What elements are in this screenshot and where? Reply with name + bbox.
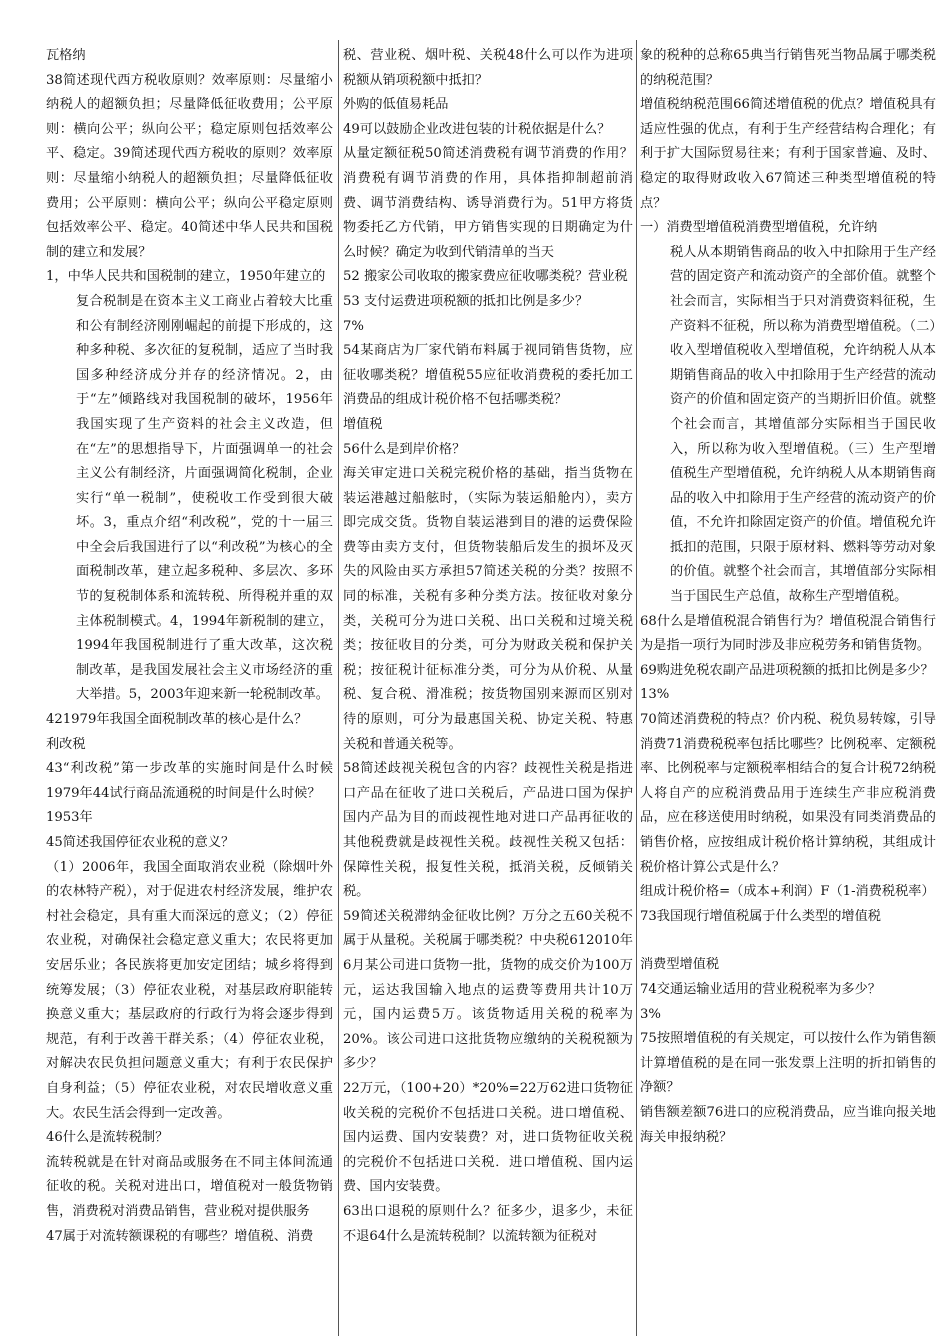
paragraph: 从量定额征税50简述消费税有调节消费的作用？消费税有调节消费的作用，具体指抑制超前消费、调节消费结构、诱导消费行为。51甲方将货物委托乙方代销，甲方销售实现的日期确定为什么时候？确定为收到代销清单的当天 (343, 146, 633, 260)
paragraph: 69购进免税农副产品进项税额的抵扣比例是多少？ (640, 662, 934, 678)
paragraph: 13% (640, 687, 670, 703)
paragraph: 3% (640, 1006, 661, 1022)
paragraph: 税人从本期销售商品的收入中扣除用于生产经营的固定资产和流动资产的全部价值。就整个社会而言，实际相当于只对消费资料征税，生产资料不征税，所以称为消费型增值税。（二）收入型增值税收入型增值税，允许纳税人从本期销售商品的收入中扣除用于生产经营的流动资产的价值和固定资产的当期折旧价值。就整个社会而言，其增值部分实际相当于国民收入，所以称为收入型增值税。（三）生产型增值税生产型增值税，允许纳税人从本期销售商品的收入中扣除用于生产经营的流动资产的价值，不允许扣除固定资产的价值。增值税允许抵扣的范围，只限于原材料、燃料等劳动对象的价值。就整个社会而言，其增值部分实际相当于国民生产总值，故称生产型增值税。 (670, 244, 936, 605)
paragraph: 45简述我国停征农业税的意义？ (46, 835, 235, 850)
paragraph: 利改税 (46, 736, 86, 752)
text-column-3 (640, 44, 936, 1334)
paragraph: 421979年我国全面税制改革的核心是什么？ (46, 712, 308, 728)
paragraph: 63出口退税的原则什么？征多少，退多少，未征不退64什么是流转税制？以流转额为征税对 (343, 1203, 633, 1244)
paragraph: 58简述歧视关税包含的内容？歧视性关税是指进口产品在征收了进口关税后，产品进口国为保护国内产品为目的而歧视性地对进口产品再征收的其他税费就是歧视性关税。歧视性关税又包括：保障性关税，报复性关税，抵消关税，反倾销关税。 (343, 761, 633, 900)
paragraph: 47属于对流转额课税的有哪些？增值税、消费 (46, 1228, 314, 1244)
paragraph: （1）2006年，我国全面取消农业税（除烟叶外的农林特产税），对于促进农村经济发展，维护农村社会稳定，具有重大而深远的意义；（2）停征农业税，对确保社会稳定意义重大；农民将更加安居乐业；各民族将更加安定团结；城乡将得到统筹发展；（3）停征农业税，对基层政府职能转换意义重大；基层政府的行政行为将会逐步得到规范，有利于改善干群关系；（4）停征农业税，对解决农民负担问题意义重大；有利于农民保护自身利益；（5）停征农业税，对农民增收意义重大。农民生活会得到一定改善。 (46, 859, 333, 1121)
text-column-1 (46, 44, 333, 1334)
paragraph: 46什么是流转税制？ (46, 1130, 169, 1146)
paragraph: 象的税种的总称65典当行销售死当物品属于哪类税的纳税范围？ (640, 48, 936, 88)
paragraph: 22万元，（100+20）*20%=22万62进口货物征收关税的完税价不包括进口关税。进口增值税、国内运费、国内安装费？对，进口货物征收关税的完税价不包括进口关税．进口增值税、国内运费、国内安装费。 (343, 1080, 633, 1195)
paragraph: 70简述消费税的特点？价内税、税负易转嫁，引导消费71消费税税率包括比哪些？比例税率、定额税率、比例税率与定额税率相结合的复合计税72纳税人将自产的应税消费品用于连续生产非应税消费品，应在移送使用时纳税，如果没有同类消费品的销售价格，应按组成计税价格计算纳税，其组成计税价格计算公式是什么？ (640, 712, 936, 875)
paragraph: 7% (343, 318, 364, 334)
paragraph: 增值税纳税范围66简述增值税的优点？增值税具有适应性强的优点，有利于生产经营结构合理化；有利于扩大国际贸易往来；有利于国家普遍、及时、稳定的取得财政收入67简述三种类型增值税的特点？ (640, 97, 936, 211)
paragraph: 消费型增值税 (640, 957, 720, 973)
paragraph: 销售额差额76进口的应税消费品，应当谁向报关地海关申报纳税？ (640, 1104, 936, 1145)
paragraph: 53 支付运费进项税额的抵扣比例是多少？ (343, 293, 589, 309)
paragraph: 海关审定进口关税完税价格的基础，指当货物在装运港越过船舷时，（实际为装运船舱内），卖方即完成交货。货物自装运港到目的港的运费保险费等由卖方支付，但货物装船后发生的损坏及灭失的风险由买方承担57简述关税的分类？按照不同的标准，关税有多种分类方法。按征收对象分类，关税可分为进口关税、出口关税和过境关税类；按征收目的分类，可分为财政关税和保护关税；按征税计征标准分类，可分为从价税、从量税、复合税、滑准税；按货物国别来源而区别对待的原则，可分为最惠国关税、协定关税、特惠关税和普通关税等。 (343, 466, 633, 752)
paragraph: 税、营业税、烟叶税、关税48什么可以作为进项税额从销项税额中抵扣？ (343, 48, 633, 88)
paragraph: 1，中华人民共和国税制的建立，1950年建立的 (46, 269, 326, 285)
paragraph: 组成计税价格=（成本+利润）F（1-消费税税率） (640, 884, 935, 900)
paragraph: 瓦格纳 (46, 48, 86, 63)
paragraph: 外购的低值易耗品 (343, 97, 449, 113)
paragraph: 增值税 (343, 416, 383, 432)
paragraph: 复合税制是在资本主义工商业占着较大比重和公有制经济刚刚崛起的前提下形成的，这种多种税、多次征的复税制，适应了当时我国多种经济成分并存的经济情况。2，由于“左”倾路线对我国税制的破坏，1956年我国实现了生产资料的社会主义改造，但在“左”的思想指导下，片面强调单一的社会主义公有制经济，片面强调简化税制，企业实行“单一税制”，使税收工作受到很大破坏。3，重点介绍“利改税”，党的十一届三中全会后我国进行了以“利改税”为核心的全面税制改革，建立起多税种、多层次、多环节的复税制体系和流转税、所得税并重的双主体税制模式。4，1994年新税制的建立，1994年我国税制进行了重大改革，这次税制改革，是我国发展社会主义市场经济的重大举措。5，2003年迎来新一轮税制改革。 (76, 293, 333, 703)
paragraph: 一）消费型增值税消费型增值税，允许纳 (640, 220, 878, 236)
paragraph: 1953年 (46, 810, 93, 826)
paragraph: 74交通运输业适用的营业税税率为多少？ (640, 981, 881, 997)
paragraph (640, 929, 936, 953)
column-divider (636, 40, 637, 1336)
paragraph: 56什么是到岸价格？ (343, 441, 466, 457)
text-column-2 (343, 44, 633, 1334)
paragraph: 59简述关税滞纳金征收比例？万分之五60关税不属于从量税。关税属于哪类税？中央税612010年6月某公司进口货物一批，货物的成交价为100万元，运达我国输入地点的运费等费用共计10万元，国内运费5万。该货物适用关税的税率为20%。该公司进口这批货物应缴纳的关税税额为多少？ (343, 908, 633, 1072)
paragraph: 38简述现代西方税收原则？效率原则：尽量缩小纳税人的超额负担；尽量降低征收费用；公平原则：横向公平；纵向公平；稳定原则包括效率公平、稳定。39简述现代西方税收的原则？效率原则：尽量缩小纳税人的超额负担；尽量降低征收费用；公平原则：横向公平；纵向公平稳定原则包括效率公平、稳定。40简述中华人民共和国税制的建立和发展？ (46, 72, 333, 260)
paragraph: 73我国现行增值税属于什么类型的增值税 (640, 908, 881, 924)
paragraph: 68什么是增值税混合销售行为？增值税混合销售行为是指一项行为同时涉及非应税劳务和销售货物。 (640, 613, 936, 654)
paragraph: 54某商店为厂家代销布料属于视同销售货物，应征收哪类税？增值税55应征收消费税的委托加工消费品的组成计税价格不包括哪类税？ (343, 343, 633, 408)
paragraph: 52 搬家公司收取的搬家费应征收哪类税？营业税 (343, 269, 628, 285)
paragraph: 43“利改税”第一步改革的实施时间是什么时候1979年44试行商品流通税的时间是什么时候？ (46, 761, 333, 801)
paragraph: 75按照增值税的有关规定，可以按什么作为销售额计算增值税的是在同一张发票上注明的折扣销售的净额？ (640, 1031, 936, 1096)
column-divider (338, 40, 339, 1336)
paragraph: 49可以鼓励企业改进包装的计税依据是什么？ (343, 121, 611, 137)
paragraph: 流转税就是在针对商品或服务在不同主体间流通征收的税。关税对进出口，增值税对一般货物销售，消费税对消费品销售，营业税对提供服务 (46, 1154, 333, 1219)
